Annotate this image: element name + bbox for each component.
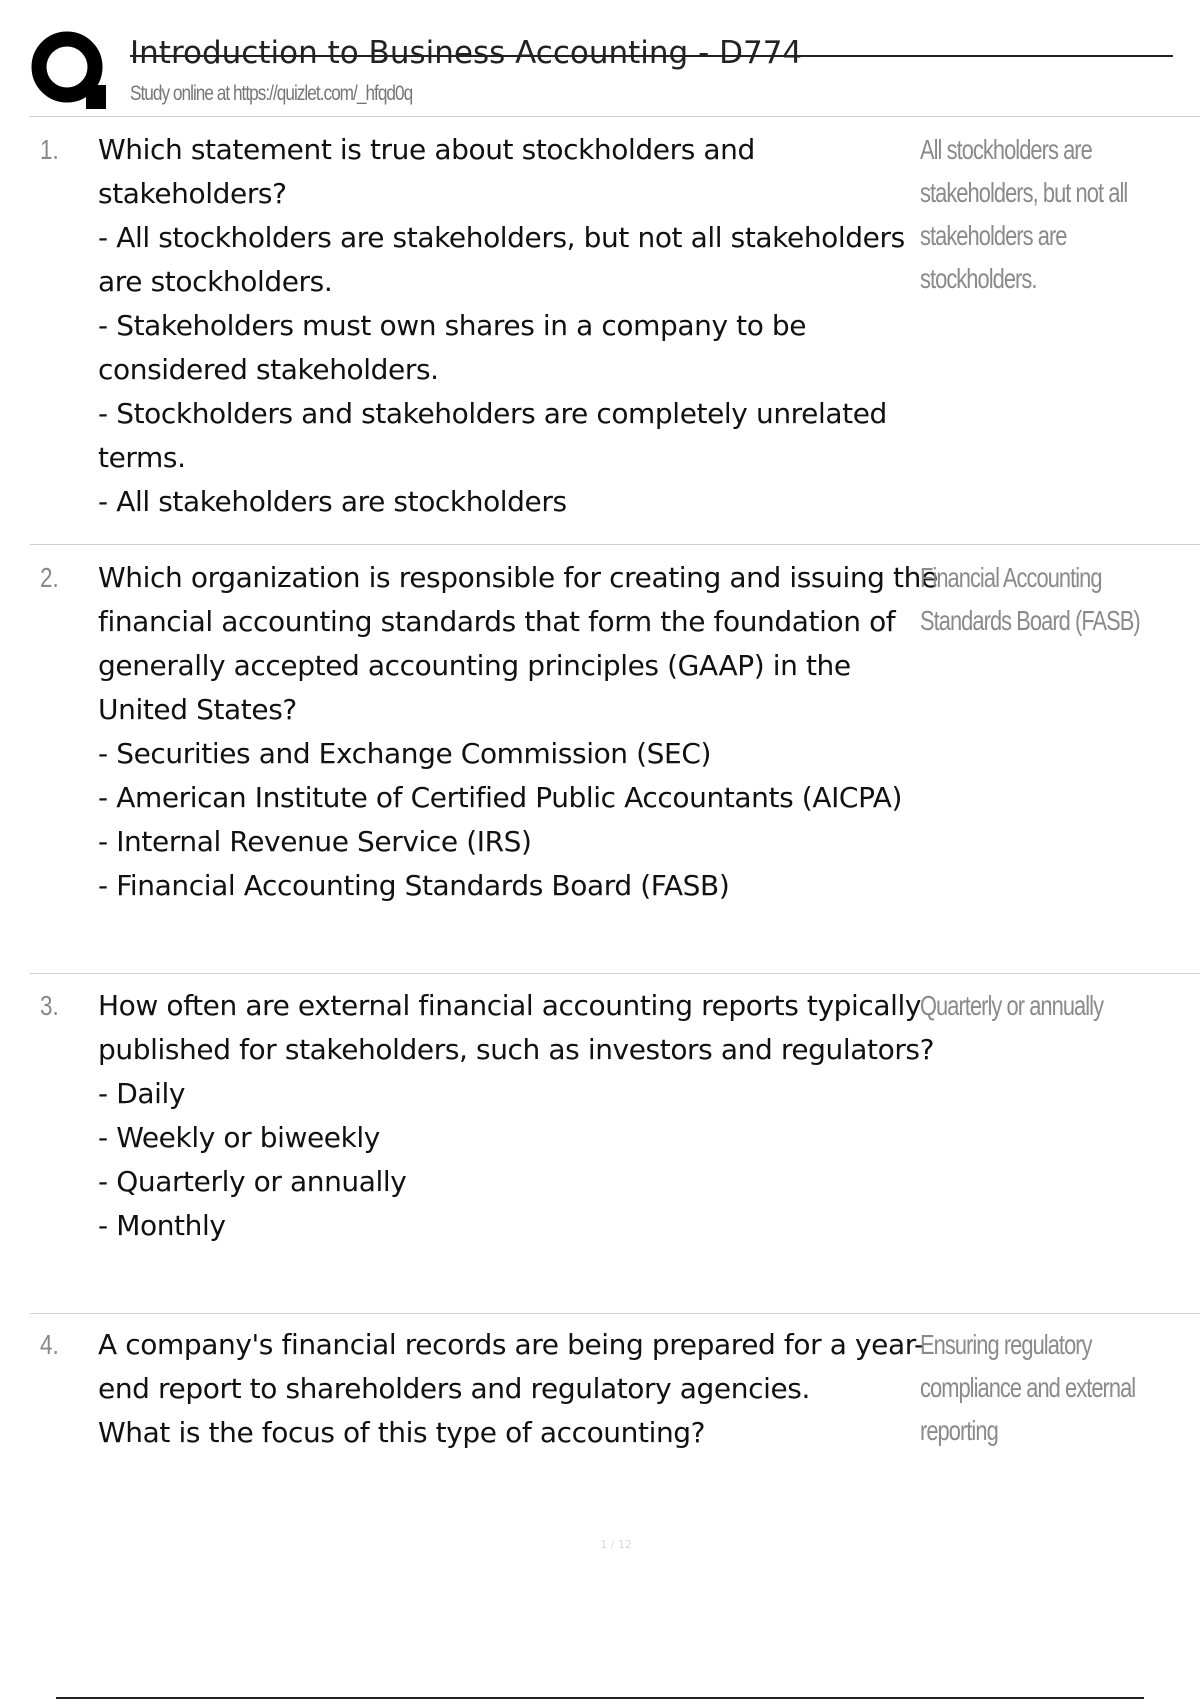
document-title: Introduction to Business Accounting - D774 [130,35,803,71]
answer-option: - American Institute of Certified Public Accountants (AICPA) [98,781,903,814]
question-text: How often are external financial accounting reports typically published for stakeholders, such as investors and regulators? [98,989,935,1066]
question-prompt: What is the focus of this type of accounting? [98,1416,706,1449]
correct-answer: Ensuring regulatory compliance and external reporting [920,1329,1136,1446]
question-text: Which statement is true about stockholders and stakeholders? [98,133,755,210]
study-online-link[interactable]: Study online at https://quizlet.com/_hfqd0q [130,82,413,105]
question-number: 3. [40,990,59,1021]
answer-option: - Daily [98,1077,186,1110]
question-text: Which organization is responsible for creating and issuing the financial accounting standards that form the foundation of generally accepted accounting principles (GAAP) in the United States? [98,561,938,726]
answer-option: - Internal Revenue Service (IRS) [98,825,532,858]
answer-option: - Stakeholders must own shares in a company to be considered stakeholders. [98,309,807,386]
question-text: A company's financial records are being prepared for a year-end report to shareholders and regulatory agencies. [98,1328,924,1405]
answer-option: - All stakeholders are stockholders [98,485,567,518]
question-body [98,556,940,908]
correct-answer: Financial Accounting Standards Board (FASB) [920,562,1140,636]
answer-option: - All stockholders are stakeholders, but not all stakeholders are stockholders. [98,221,905,298]
answer-option: - Stockholders and stakeholders are completely unrelated terms. [98,397,887,474]
answer-option: - Quarterly or annually [98,1165,407,1198]
answer-option: - Monthly [98,1209,226,1242]
answer-option: - Securities and Exchange Commission (SEC) [98,737,712,770]
divider [30,116,1200,117]
divider [30,973,1200,974]
document-header [30,30,1200,120]
title-strike-rule [130,55,1173,57]
divider [30,544,1200,545]
correct-answer: All stockholders are stakeholders, but not all stakeholders are stockholders. [920,134,1128,294]
question-number: 2. [40,562,59,593]
quizlet-logo-icon [30,30,110,110]
answer-option: - Weekly or biweekly [98,1121,380,1154]
footer-rule [56,1697,1144,1699]
question-body [98,984,940,1248]
divider [30,1313,1200,1314]
answer-option: - Financial Accounting Standards Board (FASB) [98,869,730,902]
question-body [98,1323,940,1455]
correct-answer: Quarterly or annually [920,990,1104,1021]
page-number: 1 / 12 [600,1538,632,1551]
question-number: 1. [40,134,59,165]
question-number: 4. [40,1329,59,1360]
question-body [98,128,940,524]
